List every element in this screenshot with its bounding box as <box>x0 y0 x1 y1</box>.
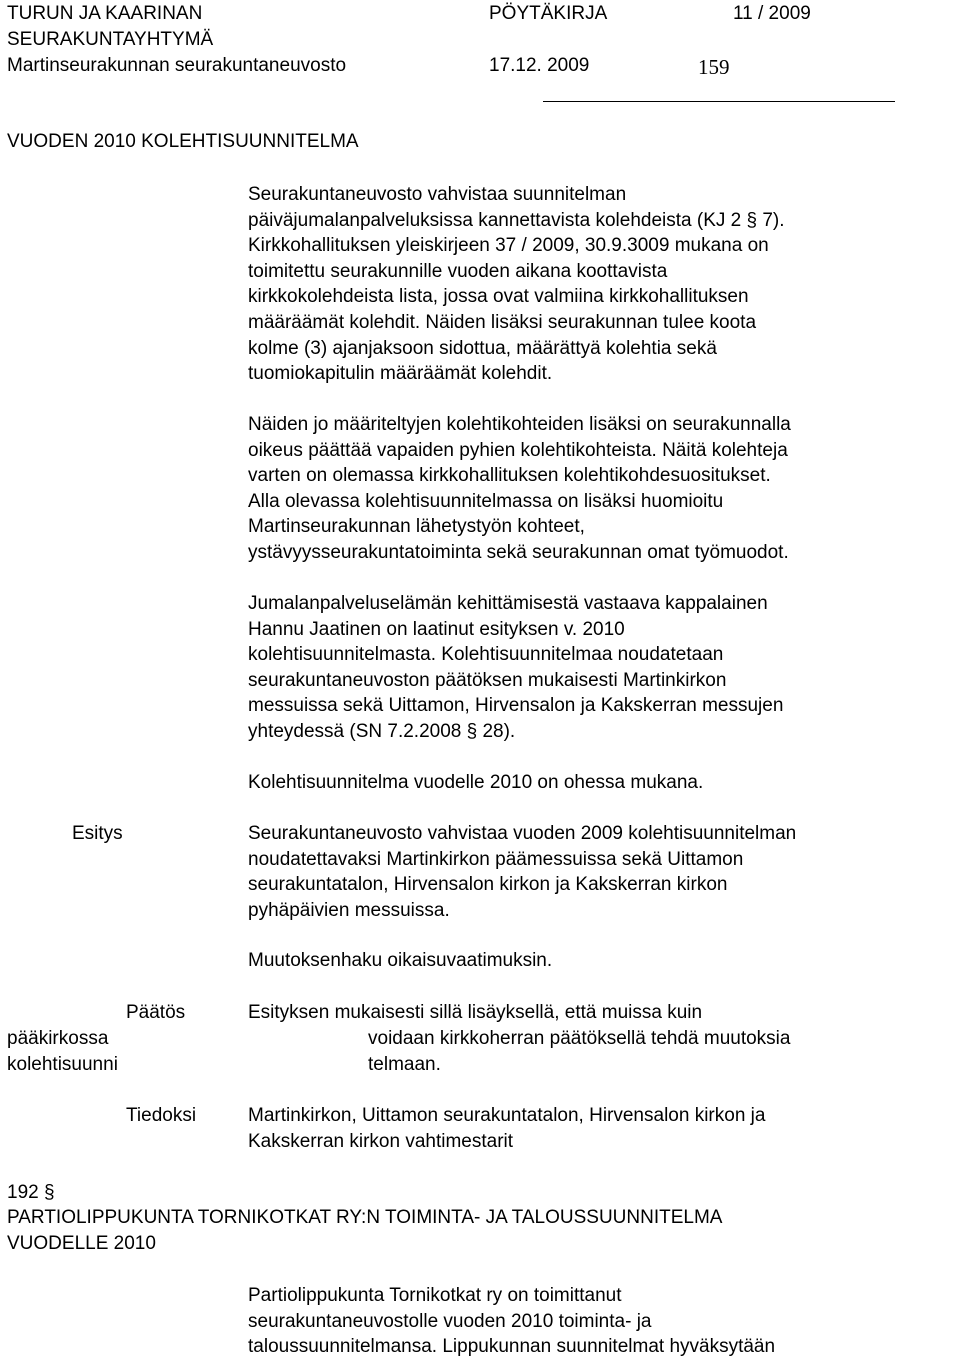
tiedoksi-label: Tiedoksi <box>126 1105 197 1126</box>
tiedoksi-text <box>248 1103 948 1154</box>
page-number: 159 <box>698 55 730 79</box>
text-line: seurakuntaneuvostolle vuoden 2010 toiminta- ja <box>248 1310 652 1332</box>
section2-title-line2: VUODELLE 2010 <box>7 1233 156 1254</box>
section2-paragraph <box>248 1283 948 1360</box>
text-line: Jumalanpalveluselämän kehittämisestä vastaava kappalainen <box>248 593 768 614</box>
doc-type: PÖYTÄKIRJA <box>489 3 608 24</box>
paatos-text-right3: telmaan. <box>368 1054 441 1075</box>
text-line: määräämät kolehdit. Näiden lisäksi seurakunnan tulee koota <box>248 311 757 333</box>
text-line: yhteydessä (SN 7.2.2008 § 28). <box>248 720 516 742</box>
text-line: päiväjumalanpalveluksissa kannettavista kolehdeista (KJ 2 § 7). <box>248 209 785 231</box>
text-line: Partiolippukunta Tornikotkat ry on toimittanut <box>248 1285 622 1306</box>
section-number-value: 192 <box>7 1182 39 1203</box>
text-line: messuissa sekä Uittamon, Hirvensalon ja Kakskerran messujen <box>248 695 784 717</box>
text-line: seurakuntatalon, Hirvensalon kirkon ja Kakskerran kirkon <box>248 874 728 896</box>
paragraph-liite <box>248 770 948 796</box>
paragraph-esityksen-laatija <box>248 591 948 745</box>
paatos-text-left2: pääkirkossa <box>7 1028 109 1049</box>
section-mark: § <box>43 1182 55 1203</box>
section-number <box>7 1180 55 1206</box>
paatos-text-line1: Esityksen mukaisesti sillä lisäyksellä, että muissa kuin <box>248 1002 703 1023</box>
text-line: varten on olemassa kirkkohallituksen kolehtikohdesuositukset. <box>248 465 771 487</box>
text-line: Kakskerran kirkon vahtimestarit <box>248 1130 514 1152</box>
paatos-label: Päätös <box>126 1002 186 1023</box>
header-rule <box>543 101 895 102</box>
text-line: pyhäpäivien messuissa. <box>248 899 450 921</box>
paatos-text-right2: voidaan kirkkoherran päätöksellä tehdä muutoksia <box>368 1028 791 1049</box>
text-line: kirkkokolehdeista lista, jossa ovat valmiina kirkkohallituksen <box>248 286 749 308</box>
paragraph-intro <box>248 182 948 387</box>
org-name-line1: TURUN JA KAARINAN <box>7 3 203 24</box>
section-title: VUODEN 2010 KOLEHTISUUNNITELMA <box>7 131 359 152</box>
org-name-line2: SEURAKUNTAYHTYMÄ <box>7 29 214 50</box>
text-line: Martinseurakunnan lähetystyön kohteet, <box>248 516 585 538</box>
text-line: kolme (3) ajanjaksoon sidottua, määrättyä kolehtia sekä <box>248 337 717 359</box>
text-line: tuomiokapitulin määräämät kolehdit. <box>248 363 553 385</box>
meeting-date: 17.12. 2009 <box>489 55 590 76</box>
text-line: oikeus päättää vapaiden pyhien kolehtikohteista. Näitä kolehteja <box>248 439 788 461</box>
text-line: ystävyysseurakuntatoiminta sekä seurakunnan omat työmuodot. <box>248 541 789 563</box>
text-line: Muutoksenhaku oikaisuvaatimuksin. <box>248 950 553 971</box>
text-line: kolehtisuunnitelmasta. Kolehtisuunnitelmaa noudatetaan <box>248 644 724 666</box>
paatos-text-left3: kolehtisuunni <box>7 1054 118 1075</box>
text-line: seurakuntaneuvoston päätöksen mukaisesti Martinkirkon <box>248 669 727 691</box>
text-line: noudatettavaksi Martinkirkon päämessuissa sekä Uittamon <box>248 848 744 870</box>
text-line: taloussuunnitelmansa. Lippukunnan suunnitelmat hyväksytään <box>248 1336 776 1358</box>
text-line: Martinkirkon, Uittamon seurakuntatalon, Hirvensalon kirkon ja <box>248 1105 766 1126</box>
esitys-label: Esitys <box>72 823 123 844</box>
text-line: Seurakuntaneuvosto vahvistaa vuoden 2009 kolehtisuunnitelman <box>248 823 797 844</box>
text-line: Kolehtisuunnitelma vuodelle 2010 on ohessa mukana. <box>248 772 704 793</box>
section2-title-line1: PARTIOLIPPUKUNTA TORNIKOTKAT RY:N TOIMINTA- JA TALOUSSUUNNITELMA <box>7 1207 723 1228</box>
text-line: Alla olevassa kolehtisuunnitelmassa on lisäksi huomioitu <box>248 490 724 512</box>
muutoksenhaku-text <box>248 948 948 974</box>
text-line: toimitettu seurakunnille vuoden aikana koottavista <box>248 260 668 282</box>
text-line: Kirkkohallituksen yleiskirjeen 37 / 2009, 30.9.3009 mukana on <box>248 235 769 257</box>
doc-number: 11 / 2009 <box>733 3 811 24</box>
org-name-line3: Martinseurakunnan seurakuntaneuvosto <box>7 55 347 76</box>
text-line: Näiden jo määriteltyjen kolehtikohteiden lisäksi on seurakunnalla <box>248 414 791 435</box>
text-line: Hannu Jaatinen on laatinut esityksen v. 2010 <box>248 618 625 640</box>
esitys-text <box>248 821 948 923</box>
text-line: Seurakuntaneuvosto vahvistaa suunnitelman <box>248 184 627 205</box>
paragraph-kolehtikohteet <box>248 412 948 566</box>
